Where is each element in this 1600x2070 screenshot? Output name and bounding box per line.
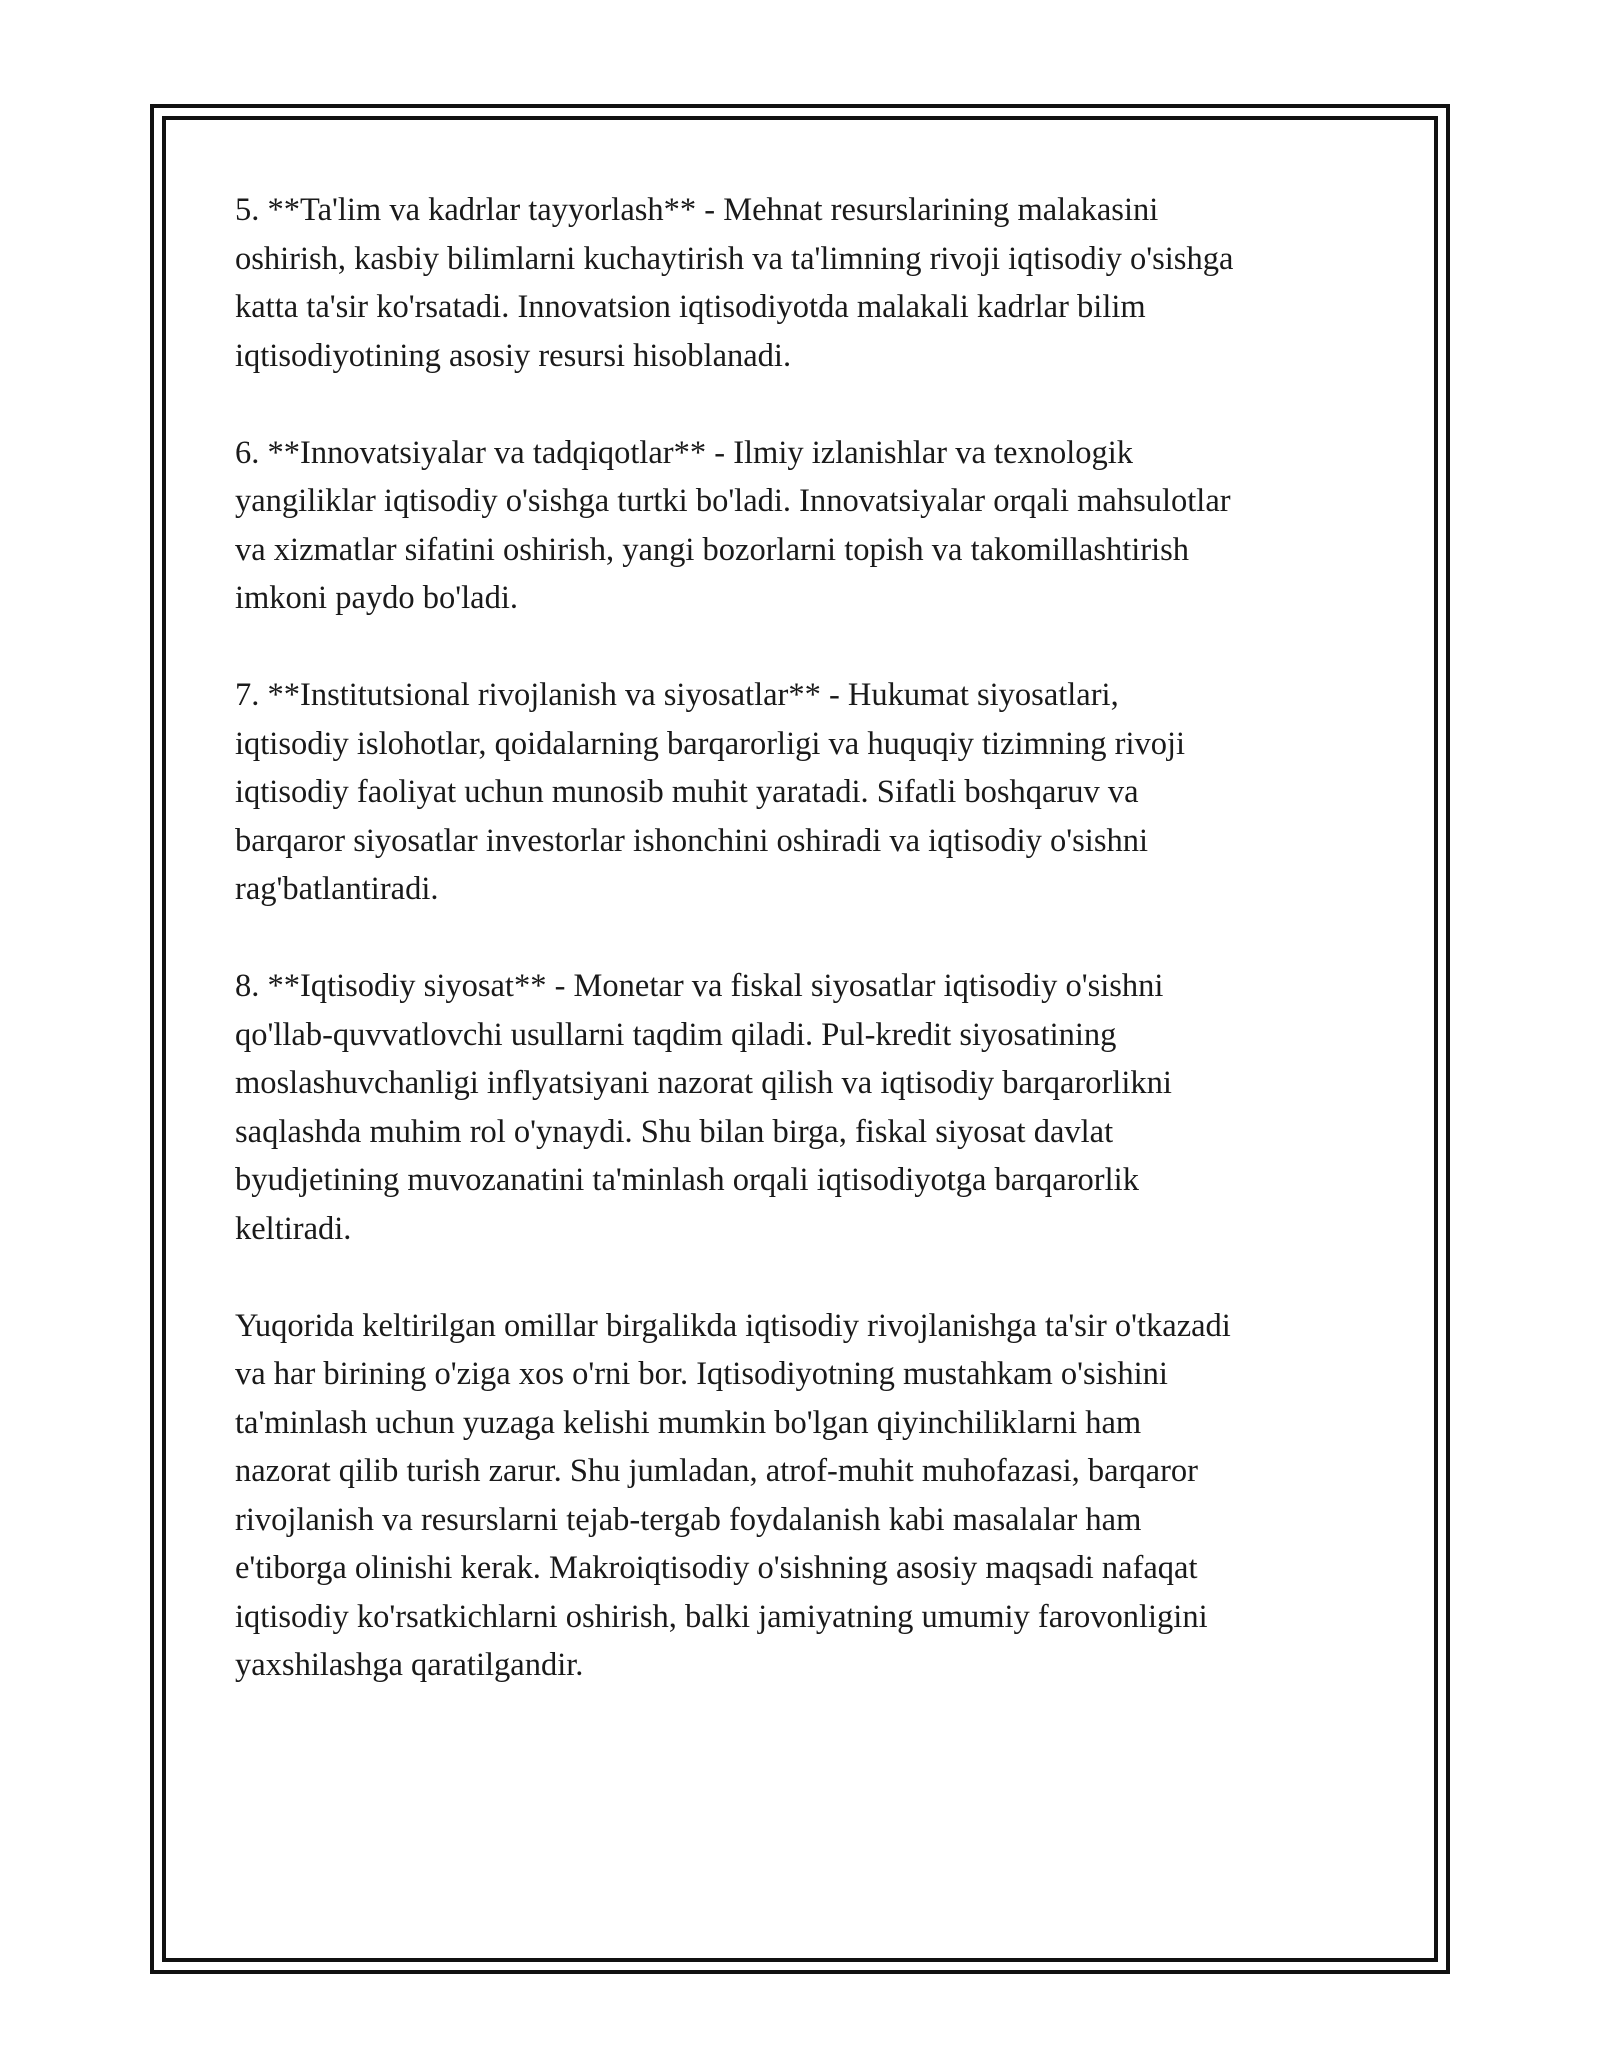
text-line: oshirish, kasbiy bilimlarni kuchaytirish va ta'limning rivoji iqtisodiy o'sishga — [235, 240, 1234, 277]
paragraph-item-5 — [235, 186, 1375, 380]
text-line: 6. **Innovatsiyalar va tadqiqotlar** - Ilmiy izlanishlar va texnologik — [235, 434, 1134, 471]
text-line: ta'minlash uchun yuzaga kelishi mumkin bo'lgan qiyinchiliklarni ham — [235, 1404, 1142, 1441]
paragraph-item-8 — [235, 962, 1375, 1253]
text-line: keltiradi. — [235, 1210, 352, 1247]
text-line: Yuqorida keltirilgan omillar birgalikda iqtisodiy rivojlanishga ta'sir o'tkazadi — [235, 1307, 1231, 1344]
text-line: iqtisodiyotining asosiy resursi hisoblanadi. — [235, 337, 792, 374]
text-line: rivojlanish va resurslarni tejab-tergab foydalanish kabi masalalar ham — [235, 1501, 1142, 1538]
text-line: qo'llab-quvvatlovchi usullarni taqdim qiladi. Pul-kredit siyosatining — [235, 1016, 1117, 1053]
text-line: yangiliklar iqtisodiy o'sishga turtki bo'ladi. Innovatsiyalar orqali mahsulotlar — [235, 483, 1231, 519]
text-line: rag'batlantiradi. — [235, 871, 439, 907]
paragraph-item-7 — [235, 671, 1375, 914]
text-line: katta ta'sir ko'rsatadi. Innovatsion iqtisodiyotda malakali kadrlar bilim — [235, 289, 1146, 325]
text-line: 8. **Iqtisodiy siyosat** - Monetar va fiskal siyosatlar iqtisodiy o'sishni — [235, 968, 1164, 1004]
text-line: 7. **Institutsional rivojlanish va siyosatlar** - Hukumat siyosatlari, — [235, 677, 1119, 713]
text-line: 5. **Ta'lim va kadrlar tayyorlash** - Mehnat resurslarining malakasini — [235, 192, 1159, 228]
text-line: e'tiborga olinishi kerak. Makroiqtisodiy o'sishning asosiy maqsadi nafaqat — [235, 1550, 1198, 1586]
text-line: saqlashda muhim rol o'ynaydi. Shu bilan birga, fiskal siyosat davlat — [235, 1113, 1114, 1150]
document-body — [235, 186, 1375, 1738]
text-line: barqaror siyosatlar investorlar ishonchini oshiradi va iqtisodiy o'sishni — [235, 822, 1148, 859]
text-line: byudjetining muvozanatini ta'minlash orqali iqtisodiyotga barqarorlik — [235, 1162, 1139, 1198]
text-line: iqtisodiy ko'rsatkichlarni oshirish, balki jamiyatning umumiy farovonligini — [235, 1598, 1208, 1635]
text-line: va xizmatlar sifatini oshirish, yangi bozorlarni topish va takomillashtirish — [235, 531, 1190, 568]
text-line: iqtisodiy islohotlar, qoidalarning barqarorligi va huquqiy tizimning rivoji — [235, 725, 1186, 762]
text-line: imkoni paydo bo'ladi. — [235, 580, 518, 616]
text-line: va har birining o'ziga xos o'rni bor. Iqtisodiyotning mustahkam o'sishini — [235, 1356, 1168, 1392]
paragraph-conclusion — [235, 1302, 1375, 1690]
text-line: moslashuvchanligi inflyatsiyani nazorat qilish va iqtisodiy barqarorlikni — [235, 1065, 1172, 1101]
text-line: nazorat qilib turish zarur. Shu jumladan, atrof-muhit muhofazasi, barqaror — [235, 1453, 1198, 1489]
paragraph-item-6 — [235, 429, 1375, 623]
text-line: yaxshilashga qaratilgandir. — [235, 1647, 584, 1683]
text-line: iqtisodiy faoliyat uchun munosib muhit yaratadi. Sifatli boshqaruv va — [235, 774, 1139, 810]
